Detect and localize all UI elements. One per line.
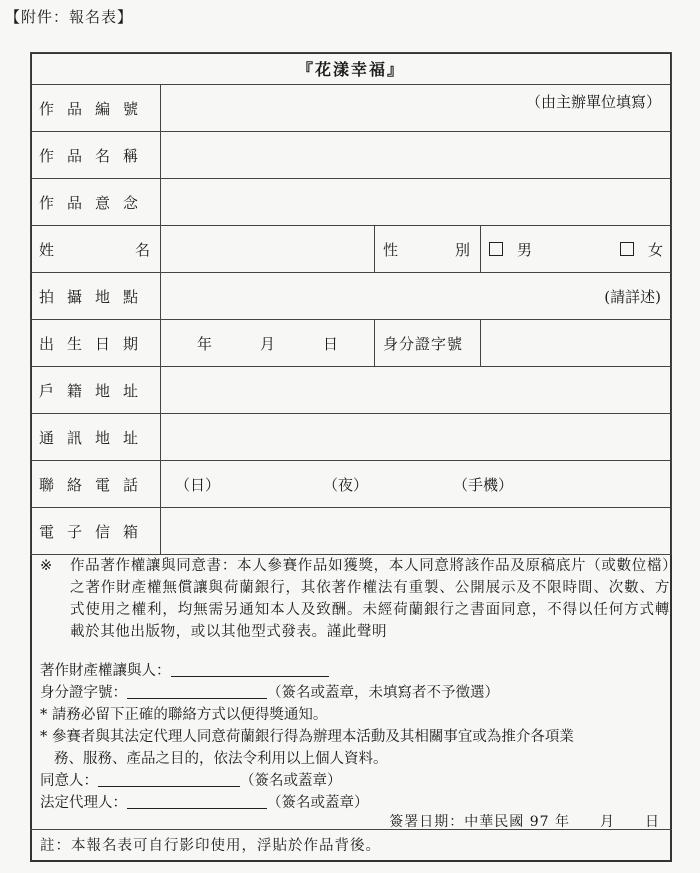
registration-table [30,52,672,555]
male-option[interactable] [489,239,532,260]
guardian-label: 法定代理人： [40,795,127,811]
assignor-signature-line[interactable] [171,662,329,677]
day-label: 日 [322,334,338,353]
consent-line-1: * 參賽者與其法定代理人同意荷蘭銀行得為辦理本活動及其相關事宜或為推介各項業 [40,729,574,745]
guardian-signature-line[interactable] [127,794,267,809]
work-concept-label: 作品意念 [31,179,161,226]
birth-label: 出生日期 [31,320,161,367]
night-phone-label: （夜） [323,475,369,494]
male-checkbox[interactable] [489,242,503,256]
contact-reminder: * 請務必留下正確的聯絡方式以便得獎通知。 [40,707,328,723]
household-address-label: 戶籍地址 [31,367,161,414]
work-number-field[interactable] [161,85,672,132]
work-name-label: 作品名稱 [31,132,161,179]
notice-mark: ※ [40,558,53,574]
mailing-address-field[interactable] [161,414,672,461]
id-number-label: 身分證字號 [375,320,481,367]
id-no-note: （簽名或蓋章，未填寫者不予徵選） [267,685,499,701]
id-no-line[interactable] [127,684,267,699]
assignor-label: 著作財產權讓與人： [40,663,171,679]
location-field[interactable] [161,273,672,320]
day-phone-label: （日） [175,475,221,494]
household-address-field[interactable] [161,367,672,414]
female-checkbox[interactable] [620,242,634,256]
form-title: 『花漾幸福』 [31,53,672,85]
email-field[interactable] [161,508,672,555]
birth-field[interactable] [161,320,375,367]
female-option[interactable] [620,239,663,260]
year-label: 年 [196,334,212,353]
location-label: 拍攝地點 [31,273,161,320]
phone-field[interactable] [161,461,672,508]
id-number-field[interactable] [481,320,672,367]
gender-label-cell [375,226,481,273]
name-label-b: 名 [134,240,150,259]
male-label: 男 [517,240,533,259]
signature-section [32,660,678,814]
copyright-notice [32,555,680,643]
email-label: 電子信箱 [31,508,161,555]
agree-note: （簽名或蓋章） [240,773,342,789]
attachment-label: 【附件：報名表】 [5,8,134,26]
month-label: 月 [259,334,275,353]
phone-label: 聯絡電話 [31,461,161,508]
notice-text: 作品著作權讓與同意書：本人參賽作品如獲獎，本人同意將該作品及原稿底片（或數位檔）之著作財產權無償讓與荷蘭銀行，其依著作權法有重製、公開展示及不限時間、次數、方式使用之權利，均無需另通知本人及致酬。未經荷蘭銀行之書面同意，不得以任何方式轉載於其他出版物，或以其他型式發表。謹此聲明 [70,558,670,640]
name-label-cell [31,226,161,273]
name-field[interactable] [161,226,375,273]
organizer-fill-note: （由主辦單位填寫） [525,93,661,111]
location-note: (請詳述) [604,287,661,306]
consent-line-2: 務、服務、產品之目的，依法令利用以上個人資料。 [54,751,388,767]
id-no-label: 身分證字號： [40,685,127,701]
agree-label: 同意人： [40,773,98,789]
sign-date: 簽署日期：中華民國 97 年 月 日 [389,814,660,830]
gender-label-b: 別 [454,240,470,259]
mobile-phone-label: （手機） [453,475,514,494]
agree-signature-line[interactable] [98,772,240,787]
footer-divider [30,829,672,830]
work-name-field[interactable] [161,132,672,179]
gender-options [481,226,672,273]
guardian-note: （簽名或蓋章） [267,795,369,811]
work-concept-field[interactable] [161,179,672,226]
footer-note: 註：本報名表可自行影印使用，浮貼於作品背後。 [40,838,381,854]
mailing-address-label: 通訊地址 [31,414,161,461]
gender-label-a: 性 [383,240,399,259]
name-label-a: 姓 [39,240,55,259]
work-number-label: 作品編號 [31,85,161,132]
female-label: 女 [647,240,663,259]
